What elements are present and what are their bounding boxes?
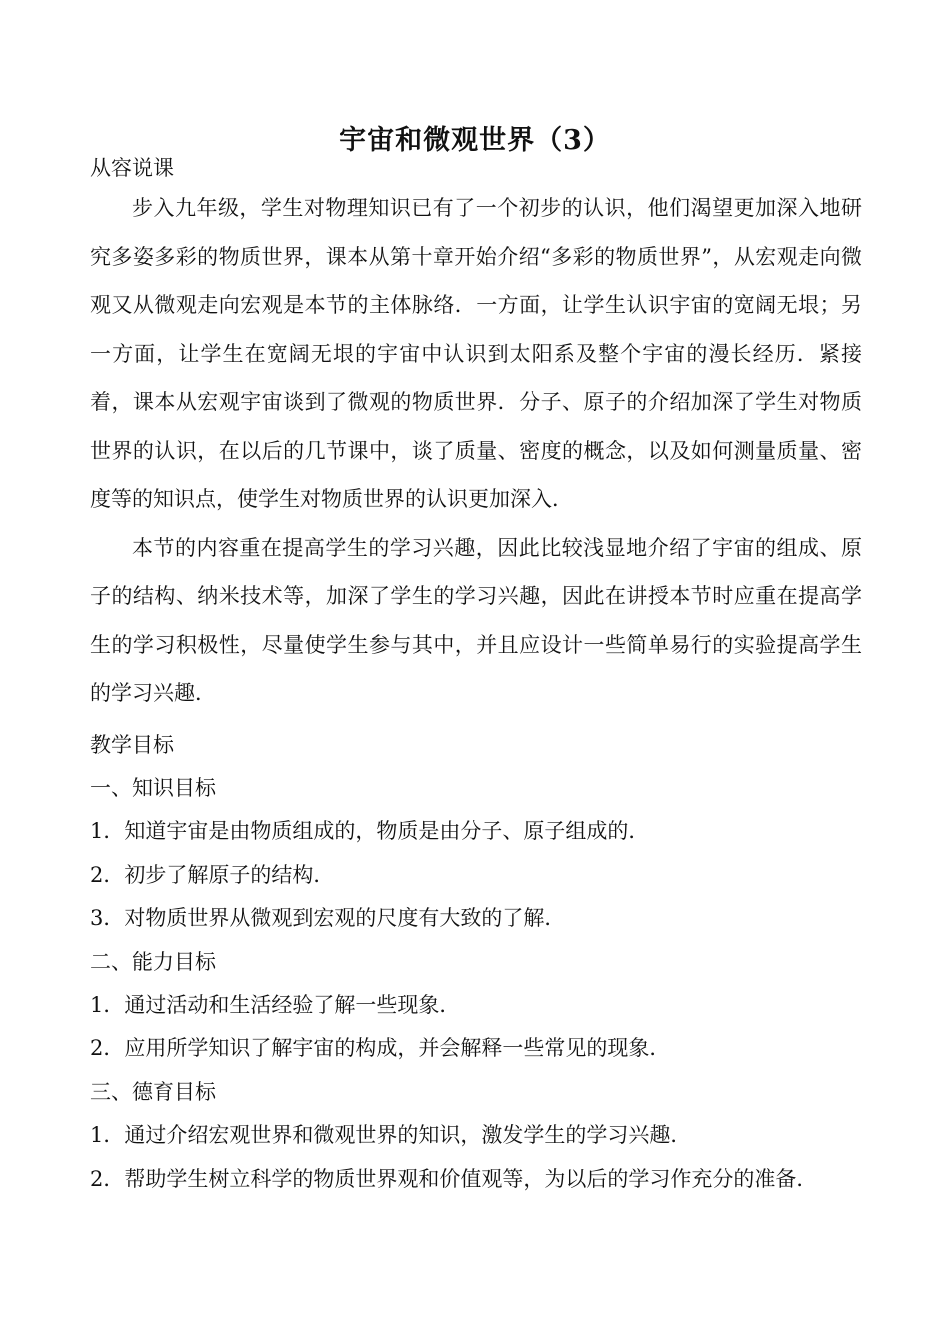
- intro-label: 从容说课: [90, 156, 174, 180]
- document-body: [90, 152, 862, 1201]
- ability-goal-item: 1．通过活动和生活经验了解一些现象．: [90, 992, 461, 1017]
- knowledge-goal-item: 1．知道宇宙是由物质组成的，物质是由分子、原子组成的．: [90, 819, 650, 844]
- ability-goals-heading: 二、能力目标: [90, 949, 216, 974]
- intro-paragraph-2: 本节的内容重在提高学生的学习兴趣，因此比较浅显地介绍了宇宙的组成、原子的结构、纳米技术等，加深了学生的学习兴趣，因此在讲授本节时应重在提高学生的学习积极性，尽量使学生参与其中，并且应设计一些简单易行的实验提高学生的学习兴趣．: [90, 535, 862, 705]
- ability-goal-item: 2．应用所学知识了解宇宙的构成，并会解释一些常见的现象．: [90, 1036, 671, 1061]
- knowledge-goal-item: 3．对物质世界从微观到宏观的尺度有大致的了解．: [90, 906, 566, 931]
- intro-paragraph-1: 步入九年级，学生对物理知识已有了一个初步的认识，他们渴望更加深入地研究多姿多彩的物质世界，课本从第十章开始介绍“多彩的物质世界”，从宏观走向微观又从微观走向宏观是本节的主体脉络．一方面，让学生认识宇宙的宽阔无垠；另一方面，让学生在宽阔无垠的宇宙中认识到太阳系及整个宇宙的漫长经历．紧接着，课本从宏观宇宙谈到了微观的物质世界．分子、原子的介绍加深了学生对物质世界的认识，在以后的几节课中，谈了质量、密度的概念，以及如何测量质量、密度等的知识点，使学生对物质世界的认识更加深入．: [90, 196, 862, 511]
- goals-label: 教学目标: [90, 732, 174, 757]
- knowledge-goal-item: 2．初步了解原子的结构．: [90, 862, 335, 887]
- moral-goal-item: 1．通过介绍宏观世界和微观世界的知识，激发学生的学习兴趣．: [90, 1123, 692, 1148]
- moral-goal-item: 2．帮助学生树立科学的物质世界观和价值观等，为以后的学习作充分的准备．: [90, 1166, 818, 1191]
- page-title: 宇宙和微观世界（3）: [339, 125, 611, 156]
- knowledge-goals-heading: 一、知识目标: [90, 775, 216, 800]
- moral-goals-heading: 三、德育目标: [90, 1079, 216, 1104]
